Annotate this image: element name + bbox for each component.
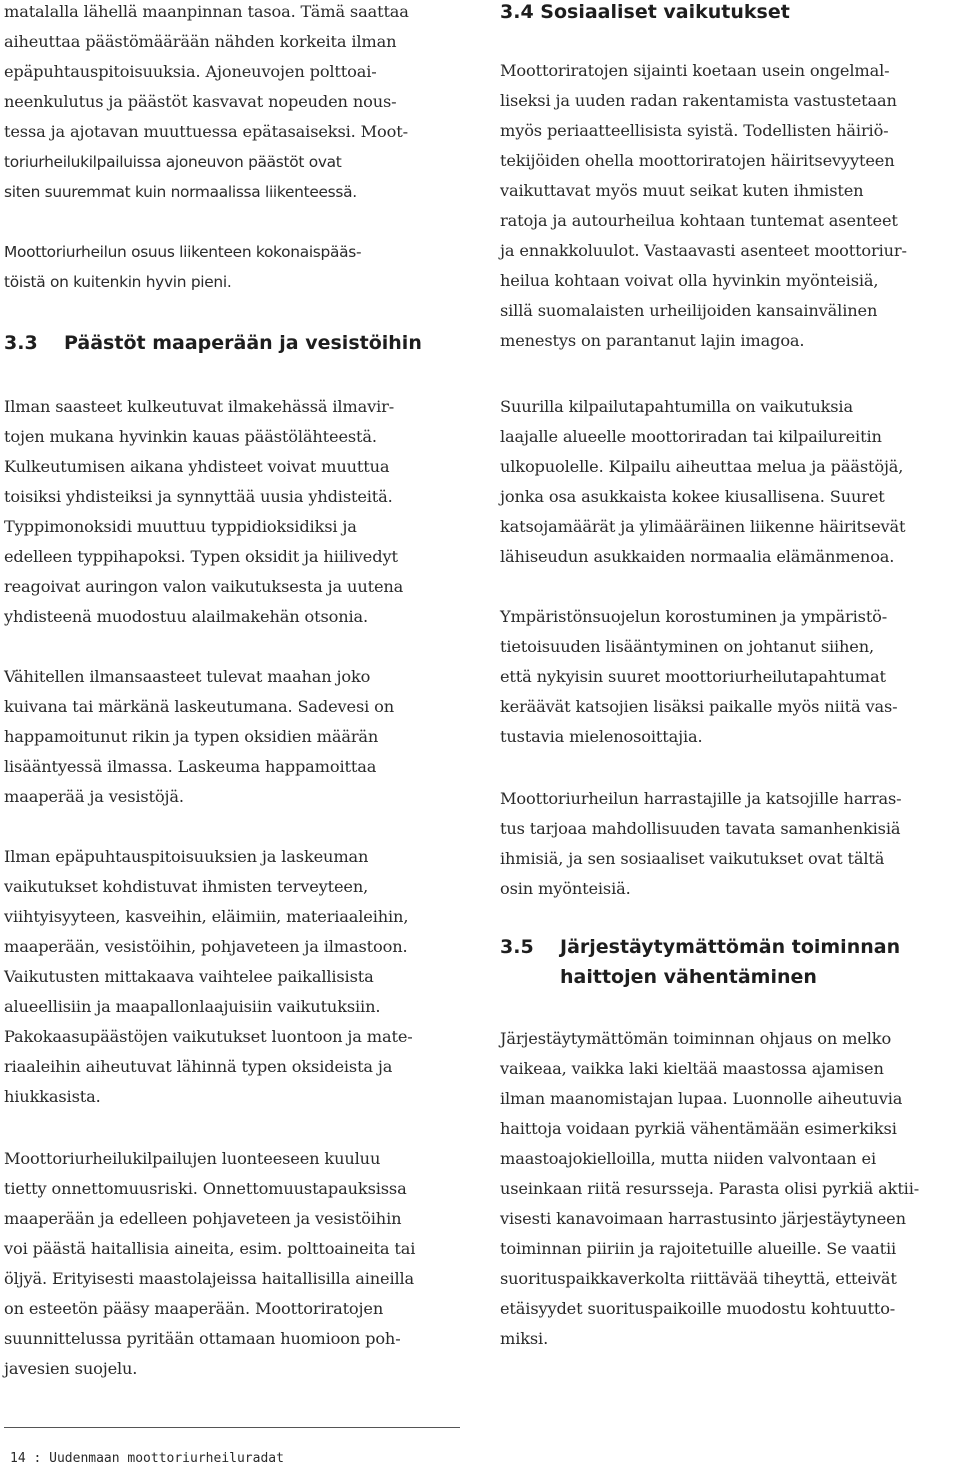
text-line: lähiseudun asukkaiden normaalia elämänmenoa. xyxy=(500,547,895,566)
text-line: Järjestäytymättömän toiminnan ohjaus on melko xyxy=(500,1029,892,1048)
text-line: ihmisiä, ja sen sosiaaliset vaikutukset ovat tältä xyxy=(500,849,885,868)
text-line: jonka osa asukkaista kokee kiusallisena. Suuret xyxy=(500,487,885,506)
text-line: töistä on kuitenkin hyvin pieni. xyxy=(4,273,232,291)
text-line: ja ennakkoluulot. Vastaavasti asenteet moottoriur- xyxy=(500,241,907,260)
text-line: Ympäristönsuojelun korostuminen ja ympäristö- xyxy=(500,607,888,626)
text-line: aiheuttaa päästömäärään nähden korkeita ilman xyxy=(4,32,397,51)
text-line: laajalle alueelle moottoriradan tai kilpailureitin xyxy=(500,427,882,446)
text-line: osin myönteisiä. xyxy=(500,879,631,898)
page-footer: 14 : Uudenmaan moottoriurheiluradat xyxy=(10,1451,284,1466)
text-line: haittoja voidaan pyrkiä vähentämään esimerkiksi xyxy=(500,1119,897,1138)
text-line: ilman maanomistajan lupaa. Luonnolle aiheutuvia xyxy=(500,1089,903,1108)
text-line: öljyä. Erityisesti maastolajeissa haitallisilla aineilla xyxy=(4,1269,415,1288)
text-line: ratoja ja autourheilua kohtaan tuntemat asenteet xyxy=(500,211,898,230)
text-line: maaperään, vesistöihin, pohjaveteen ja ilmastoon. xyxy=(4,937,408,956)
text-line: miksi. xyxy=(500,1329,549,1348)
text-line: maaperään ja edelleen pohjaveteen ja vesistöihin xyxy=(4,1209,402,1228)
footer-divider xyxy=(4,1427,460,1428)
text-line: tessa ja ajotavan muuttuessa epätasaiseksi. Moot- xyxy=(4,122,408,141)
text-line: edelleen typpihapoksi. Typen oksidit ja hiilivedyt xyxy=(4,547,398,566)
text-line: Kulkeutumisen aikana yhdisteet voivat muuttua xyxy=(4,457,390,476)
section-number: 3.3 xyxy=(4,332,38,354)
section-heading-3-4 xyxy=(500,0,790,27)
section-title: Päästöt maaperään ja vesistöihin xyxy=(64,332,422,354)
text-line: tietty onnettomuusriski. Onnettomuustapauksissa xyxy=(4,1179,407,1198)
text-line: happamoitunut rikin ja typen oksidien määrän xyxy=(4,727,379,746)
text-line: neenkulutus ja päästöt kasvavat nopeuden nous- xyxy=(4,92,397,111)
text-line: menestys on parantanut lajin imagoa. xyxy=(500,331,805,350)
text-line: ulkopuolelle. Kilpailu aiheuttaa melua ja päästöjä, xyxy=(500,457,904,476)
text-line: alueellisiin ja maapallonlaajuisiin vaikutuksiin. xyxy=(4,997,381,1016)
text-line: javesien suojelu. xyxy=(4,1359,138,1378)
text-line: Pakokaasupäästöjen vaikutukset luontoon ja mate- xyxy=(4,1027,413,1046)
text-line: maaperää ja vesistöjä. xyxy=(4,787,184,806)
text-line: suorituspaikkaverkolta riittävää tiheyttä, etteivät xyxy=(500,1269,897,1288)
text-line: Moottoriurheilun harrastajille ja katsojille harras- xyxy=(500,789,902,808)
text-line: keräävät katsojien lisäksi paikalle myös niitä vas- xyxy=(500,697,898,716)
section-title-line-2: haittojen vähentäminen xyxy=(560,966,817,988)
text-line: tus tarjoaa mahdollisuuden tavata samanhenkisiä xyxy=(500,819,901,838)
text-line: siten suuremmat kuin normaalissa liikenteessä. xyxy=(4,183,357,201)
text-line: epäpuhtauspitoisuuksia. Ajoneuvojen polttoai- xyxy=(4,62,377,81)
text-line: riaaleihin aiheutuvat lähinnä typen oksideista ja xyxy=(4,1057,393,1076)
text-line: Moottoriratojen sijainti koetaan usein ongelmal- xyxy=(500,61,890,80)
text-line: lisääntyessä ilmassa. Laskeuma happamoittaa xyxy=(4,757,377,776)
text-line: Suurilla kilpailutapahtumilla on vaikutuksia xyxy=(500,397,853,416)
section-heading-3-3 xyxy=(4,328,422,358)
text-line: yhdisteenä muodostuu alailmakehän otsonia. xyxy=(4,607,369,626)
text-line: tustavia mielenosoittajia. xyxy=(500,727,703,746)
text-line: useinkaan riitä resursseja. Parasta olisi pyrkiä aktii- xyxy=(500,1179,920,1198)
text-line: vaikuttavat myös muut seikat kuten ihmisten xyxy=(500,181,864,200)
text-line: Moottoriurheilun osuus liikenteen kokonaispääs- xyxy=(4,243,362,261)
text-line: toiminnan piiriin ja rajoitetuille alueille. Se vaatii xyxy=(500,1239,897,1258)
section-title: Sosiaaliset vaikutukset xyxy=(540,1,790,23)
text-line: tietoisuuden lisääntyminen on johtanut siihen, xyxy=(500,637,875,656)
text-line: heilua kohtaan voivat olla hyvinkin myönteisiä, xyxy=(500,271,879,290)
text-line: tekijöiden ohella moottoriratojen häiritsevyyteen xyxy=(500,151,895,170)
text-line: visesti kanavoimaan harrastusinto järjestäytyneen xyxy=(500,1209,906,1228)
text-line: vaikutukset kohdistuvat ihmisten terveyteen, xyxy=(4,877,369,896)
text-line: maastoajokielloilla, mutta niiden valvontaan ei xyxy=(500,1149,877,1168)
text-line: Vaikutusten mittakaava vaihtelee paikallisista xyxy=(4,967,374,986)
text-line: että nykyisin suuret moottoriurheilutapahtumat xyxy=(500,667,886,686)
text-line: Ilman saasteet kulkeutuvat ilmakehässä ilmavir- xyxy=(4,397,395,416)
text-line: matalalla lähellä maanpinnan tasoa. Tämä saattaa xyxy=(4,2,409,21)
text-line: Vähitellen ilmansaasteet tulevat maahan joko xyxy=(4,667,371,686)
text-line: katsojamäärät ja ylimääräinen liikenne häiritsevät xyxy=(500,517,906,536)
text-line: vaikeaa, vaikka laki kieltää maastossa ajamisen xyxy=(500,1059,884,1078)
text-line: toisiksi yhdisteiksi ja synnyttää uusia yhdisteitä. xyxy=(4,487,393,506)
text-line: suunnittelussa pyritään ottamaan huomioon poh- xyxy=(4,1329,401,1348)
text-line: Typpimonoksidi muuttuu typpidioksidiksi ja xyxy=(4,517,357,536)
text-line: voi päästä haitallisia aineita, esim. polttoaineita tai xyxy=(4,1239,416,1258)
section-number: 3.5 xyxy=(500,936,534,958)
text-line: viihtyisyyteen, kasveihin, eläimiin, materiaaleihin, xyxy=(4,907,409,926)
text-line: Moottoriurheilukilpailujen luonteeseen kuuluu xyxy=(4,1149,381,1168)
text-line: liseksi ja uuden radan rakentamista vastustetaan xyxy=(500,91,897,110)
text-line: sillä suomalaisten urheilijoiden kansainvälinen xyxy=(500,301,878,320)
section-heading-3-5 xyxy=(500,932,900,962)
text-line: toriurheilukilpailuissa ajoneuvon päästöt ovat xyxy=(4,153,342,171)
text-line: myös periaatteellisista syistä. Todellisten häiriö- xyxy=(500,121,889,140)
text-line: on esteetön pääsy maaperään. Moottoriratojen xyxy=(4,1299,384,1318)
text-line: reagoivat auringon valon vaikutuksesta ja uutena xyxy=(4,577,404,596)
section-number: 3.4 xyxy=(500,1,534,23)
text-line: kuivana tai märkänä laskeutumana. Sadevesi on xyxy=(4,697,395,716)
text-line: hiukkasista. xyxy=(4,1087,101,1106)
text-line: tojen mukana hyvinkin kauas päästölähteestä. xyxy=(4,427,377,446)
text-line: Ilman epäpuhtauspitoisuuksien ja laskeuman xyxy=(4,847,369,866)
text-line: etäisyydet suorituspaikoille muodostu kohtuutto- xyxy=(500,1299,896,1318)
section-title-line-1: Järjestäytymättömän toiminnan xyxy=(560,936,901,958)
